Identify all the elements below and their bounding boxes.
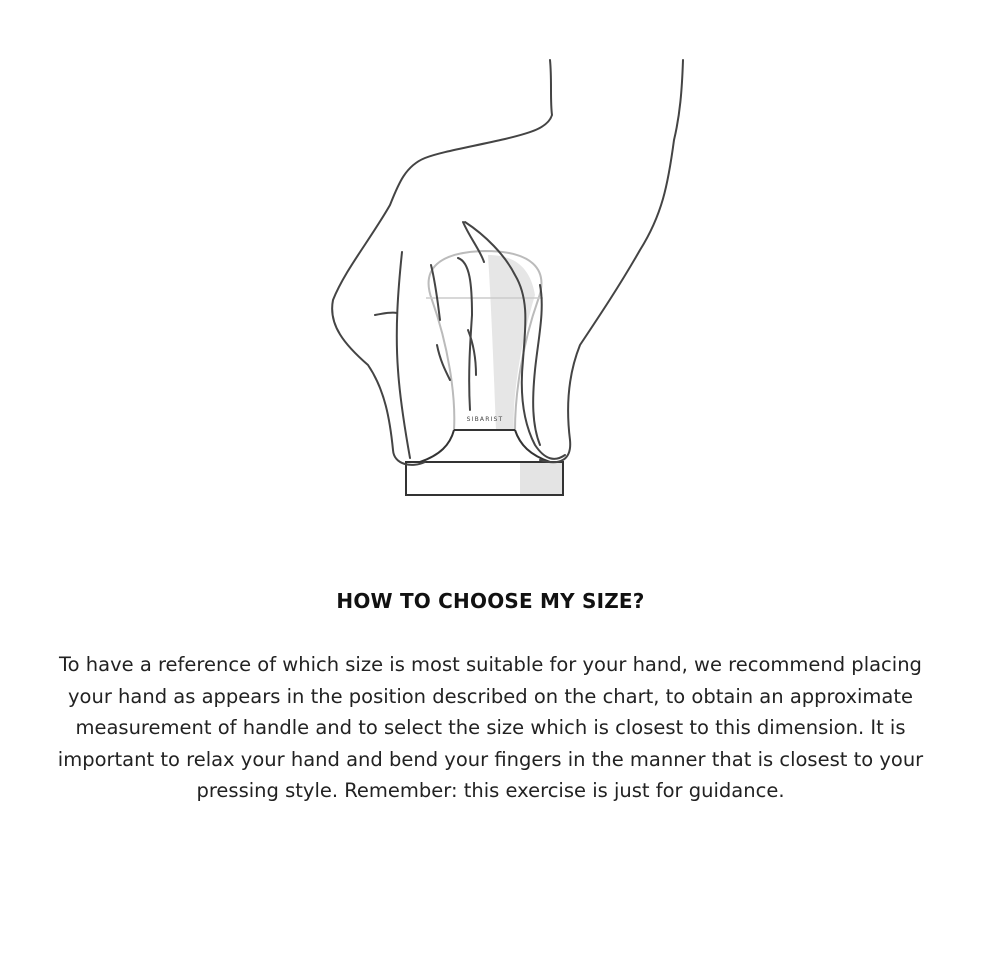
size-guide-description: To have a reference of which size is most suitable for your hand, we recommend placing your hand as appears in the position described on the chart, to obtain an approximate measurement of handle and to select the size which is closest to this dimension. It is important to relax your hand and bend your fingers in the manner that is closest to your pressing style. Remember: this exercise is just for guidance.	[57, 653, 924, 802]
tamper-base	[406, 462, 563, 495]
hand-holding-tamper-illustration	[300, 50, 720, 510]
brand-mark: SIBARIST	[466, 416, 504, 423]
size-guide-heading: HOW TO CHOOSE MY SIZE?	[336, 589, 645, 613]
